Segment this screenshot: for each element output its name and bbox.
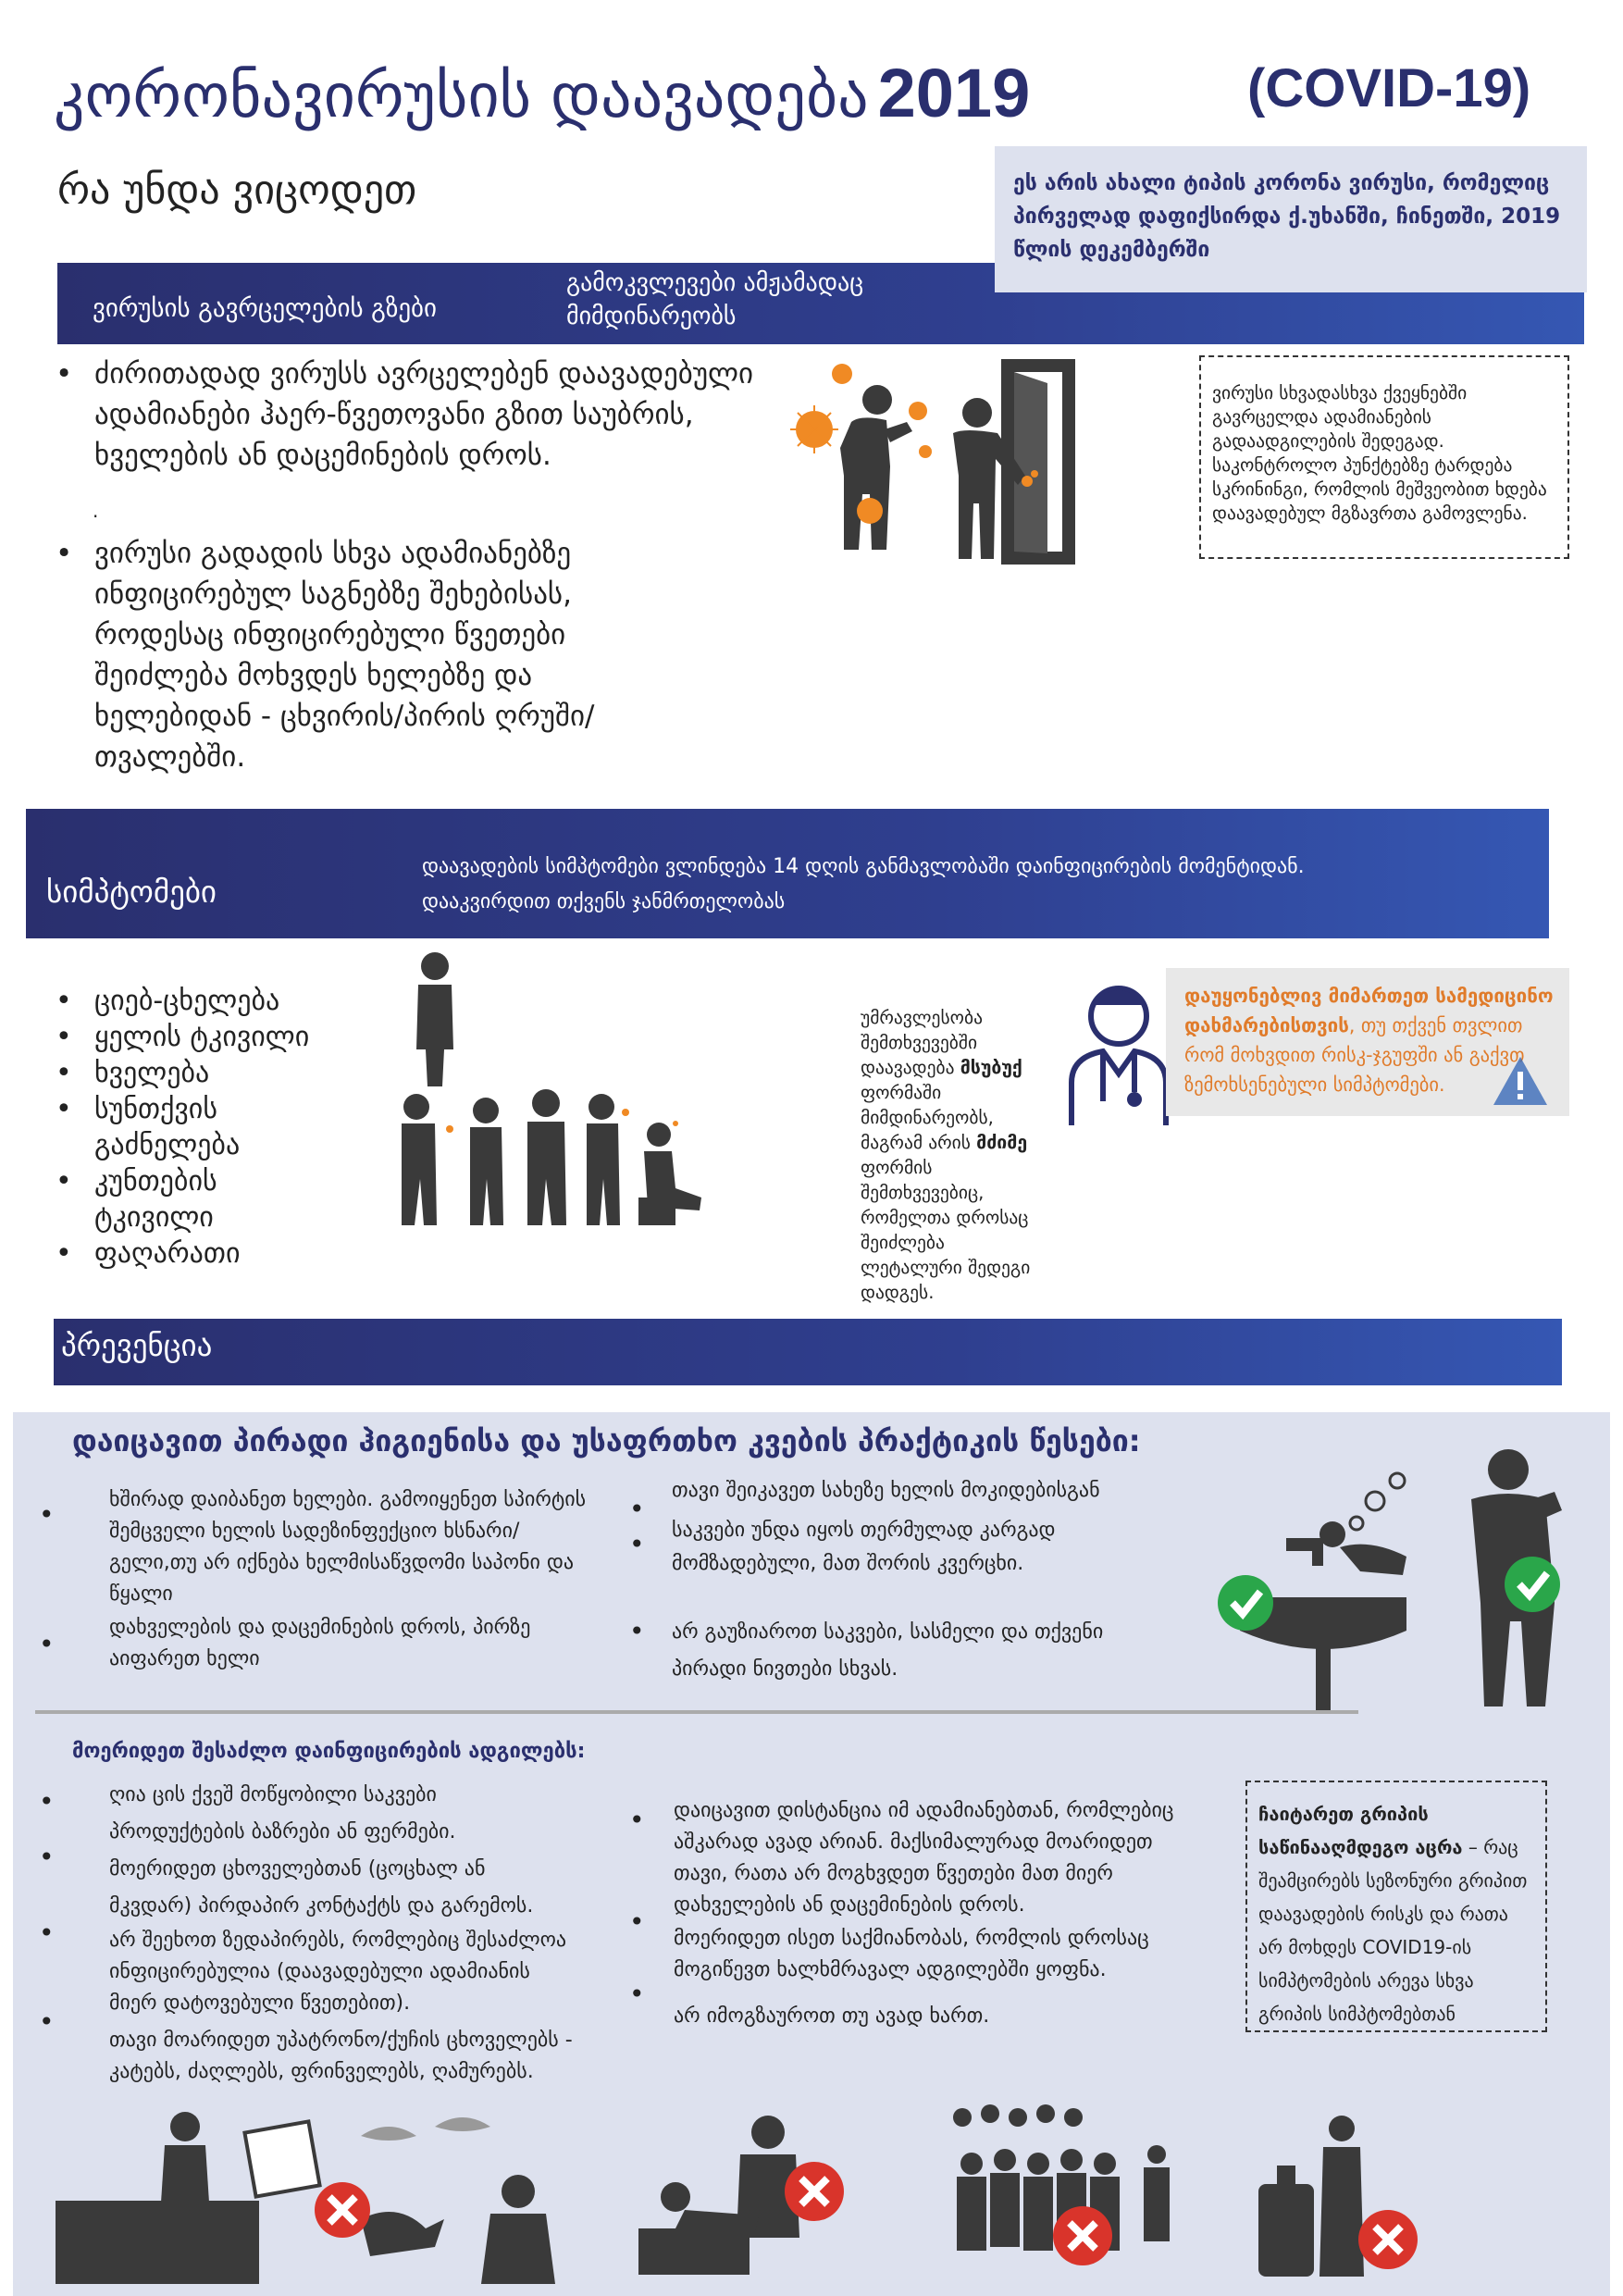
severity-text: უმრავლესობა შემთხვევებში დაავადება მსუბუქ ფორმაში მიმდინარეობს, მაგრამ არის მძიმე ფორმის შემთხვევებიც, რომელთა დროსაც შეიძლება ლეტალური შედეგი დადგეს. [861, 1007, 1031, 1303]
sick-person-bed-icon [638, 2108, 851, 2284]
list-item: • ხველება [56, 1055, 361, 1091]
prevention-band-title: პრევენცია [61, 1327, 213, 1363]
avoid-heading: მოერიდეთ შესაძლო დაინფიცირების ადგილებს: [72, 1740, 586, 1763]
list-item: დაიცავით დისტანცია იმ ადამიანებთან, რომლებიც აშკარად ავად არიან. მაქსიმალურად მოარიდეთ თავი, რათა არ მოგხვდეთ წვეთები მათ მიერ დახველების ან დაცემინების დროს. [674, 1799, 1174, 1917]
spread-list [56, 354, 796, 785]
list-item: თავი მოარიდეთ უპატრონო/ქუჩის ცხოველებს - კატებს, ძაღლებს, ფრინველებს, ღამურებს. [109, 2029, 573, 2083]
spread-band-label: ვირუსის გავრცელების გზები [93, 294, 438, 323]
list-item: მოერიდეთ ცხოველებთან (ცოცხალ ან მკვდარ) პირდაპირ კონტაქტს და გარემოს. [109, 1857, 534, 1917]
list-item: • ციებ-ცხელება [56, 983, 361, 1019]
list-item: • ვირუსი გადადის სხვა ადამიანებზე ინფიცირებულ საგნებზე შეხებისას, როდესაც ინფიცირებული წვეთები შეიძლება მოხვდეს ხელებზე და ხელებიდან - ცხვირის/პირის ღრუში/თვალებში. [56, 533, 687, 777]
screening-note-box: ვირუსი სხვადასხვა ქვეყნებში გავრცელდა ადამიანების გადაადგილების შედეგად. საკონტროლო პუნქტებზე ტარდება სკრინინგი, რომლის მეშვეობით ხდება დაავადებულ მგზავრთა გამოვლენა. [1199, 355, 1569, 559]
market-animals-icon [56, 2099, 574, 2284]
intro-box: ეს არის ახალი ტიპის კორონა ვირუსი, რომელიც პირველად დაფიქსირდა ქ.უხანში, ჩინეთში, 2019 წლის დეკემბერში [995, 146, 1587, 292]
list-item: დახველების და დაცემინების დროს, პირზე აიფარეთ ხელი [109, 1616, 531, 1670]
list-item: • სუნთქვის გაძნელება [56, 1091, 289, 1163]
stray-dot: . [93, 500, 99, 522]
list-item: მოერიდეთ ისეთ საქმიანობას, რომლის დროსაც მოგიწევთ ხალხმრავალ ადგილებში ყოფნა. [674, 1927, 1149, 1981]
list-item: ღია ცის ქვეშ მოწყობილი საკვები პროდუქტების ბაზრები ან ფერმები. [109, 1783, 456, 1843]
list-item: არ იმოგზაუროთ თუ ავად ხართ. [674, 2004, 990, 2028]
list-item: • კუნთების ტკივილი [56, 1163, 289, 1235]
list-item: ხშირად დაიბანეთ ხელები. გამოიყენეთ სპირტის შემცველი ხელის სადეზინფექციო ხსნარი/გელი,თუ არ იქნება ხელმისაწვდომი საპონი და წყალი [109, 1488, 587, 1606]
symptoms-band-line-2: დააკვირდით თქვენს ჯანმრთელობას [422, 890, 786, 913]
seek-help-text: დაუყონებლივ მიმართეთ სამედიცინო დახმარებისთვის, თუ თქვენ თვლით რომ მოხვდით რისკ-ჯგუფში ან გაქვთ ზემოხსენებული სიმპტომები. [1184, 985, 1554, 1096]
title-year: 2019 [877, 55, 1031, 131]
hygiene-heading: დაიცავით პირადი ჰიგიენისა და უსაფრთხო კვების პრაქტიკის წესები: [72, 1423, 1141, 1458]
symptoms-band-title: სიმპტომები [46, 874, 217, 910]
list-item: • ფაღარათი [56, 1235, 361, 1272]
list-item: არ გაუზიაროთ საკვები, სასმელი და თქვენი პირადი ნივთები სხვას. [672, 1620, 1104, 1681]
prevention-divider [35, 1710, 1358, 1714]
coughing-person-virus-icon [787, 355, 944, 559]
list-item: • ძირითადად ვირუსს ავრცელებენ დაავადებული ადამიანები ჰაერ-წვეთოვანი გზით საუბრის, ხველების ან დაცემინების დროს. [56, 354, 796, 476]
travel-luggage-icon [1249, 2110, 1434, 2286]
symptoms-band-line-1: დაავადების სიმპტომები ვლინდება 14 დღის განმავლობაში დაინფიცირების მომენტიდან. [422, 855, 1305, 878]
page-title [54, 54, 1030, 132]
warning-icon [1492, 1055, 1549, 1107]
crowd-icon [944, 2099, 1184, 2284]
symptom-list [56, 983, 361, 1272]
mild-label: მსუბუქ [960, 1057, 1022, 1078]
list-item: • ყელის ტკივილი [56, 1019, 361, 1055]
doctor-icon [1059, 972, 1179, 1129]
spread-band-label-research: გამოკვლევები ამჟამადაც მიმდინარეობს [566, 269, 864, 330]
handwash-cover-cough-icon [1212, 1446, 1582, 1710]
flu-vaccine-box: ჩაიტარეთ გრიპის საწინააღმდეგო აცრა – რაც შეამცირებს სეზონური გრიპით დაავადების რისკს და რათა არ მოხდეს COVID19-ის სიმპტომების არევა სხვა გრიპის სიმპტომებთან [1245, 1781, 1547, 2032]
prevention-band [54, 1319, 1562, 1385]
covid-label: (COVID-19) [1247, 58, 1531, 118]
list-item: თავი შეიკავეთ სახეზე ხელის მოკიდებისგან [672, 1479, 1100, 1502]
list-item: არ შეეხოთ ზედაპირებს, რომლებიც შესაძლოა ინფიცირებულია (დაავადებული ადამიანის მიერ დატოვებული წვეთებით). [109, 1929, 567, 2015]
seek-help-bold: დაუყონებლივ მიმართეთ სამედიცინო დახმარებისთვის [1184, 985, 1554, 1036]
list-item: საკვები უნდა იყოს თერმულად კარგად მომზადებული, მათ შორის კვერცხი. [672, 1519, 1056, 1575]
flu-vaccine-bold: ჩაიტარეთ გრიპის საწინააღმდეგო აცრა [1258, 1803, 1463, 1858]
severe-label: მძიმე [976, 1132, 1028, 1153]
page-subtitle: რა უნდა ვიცოდეთ [57, 167, 417, 214]
symptoms-band-text [422, 850, 1532, 920]
person-touching-door-icon [936, 355, 1084, 565]
title-text: კორონავირუსის დაავადება [54, 60, 869, 131]
symptom-people-icon [398, 948, 768, 1235]
